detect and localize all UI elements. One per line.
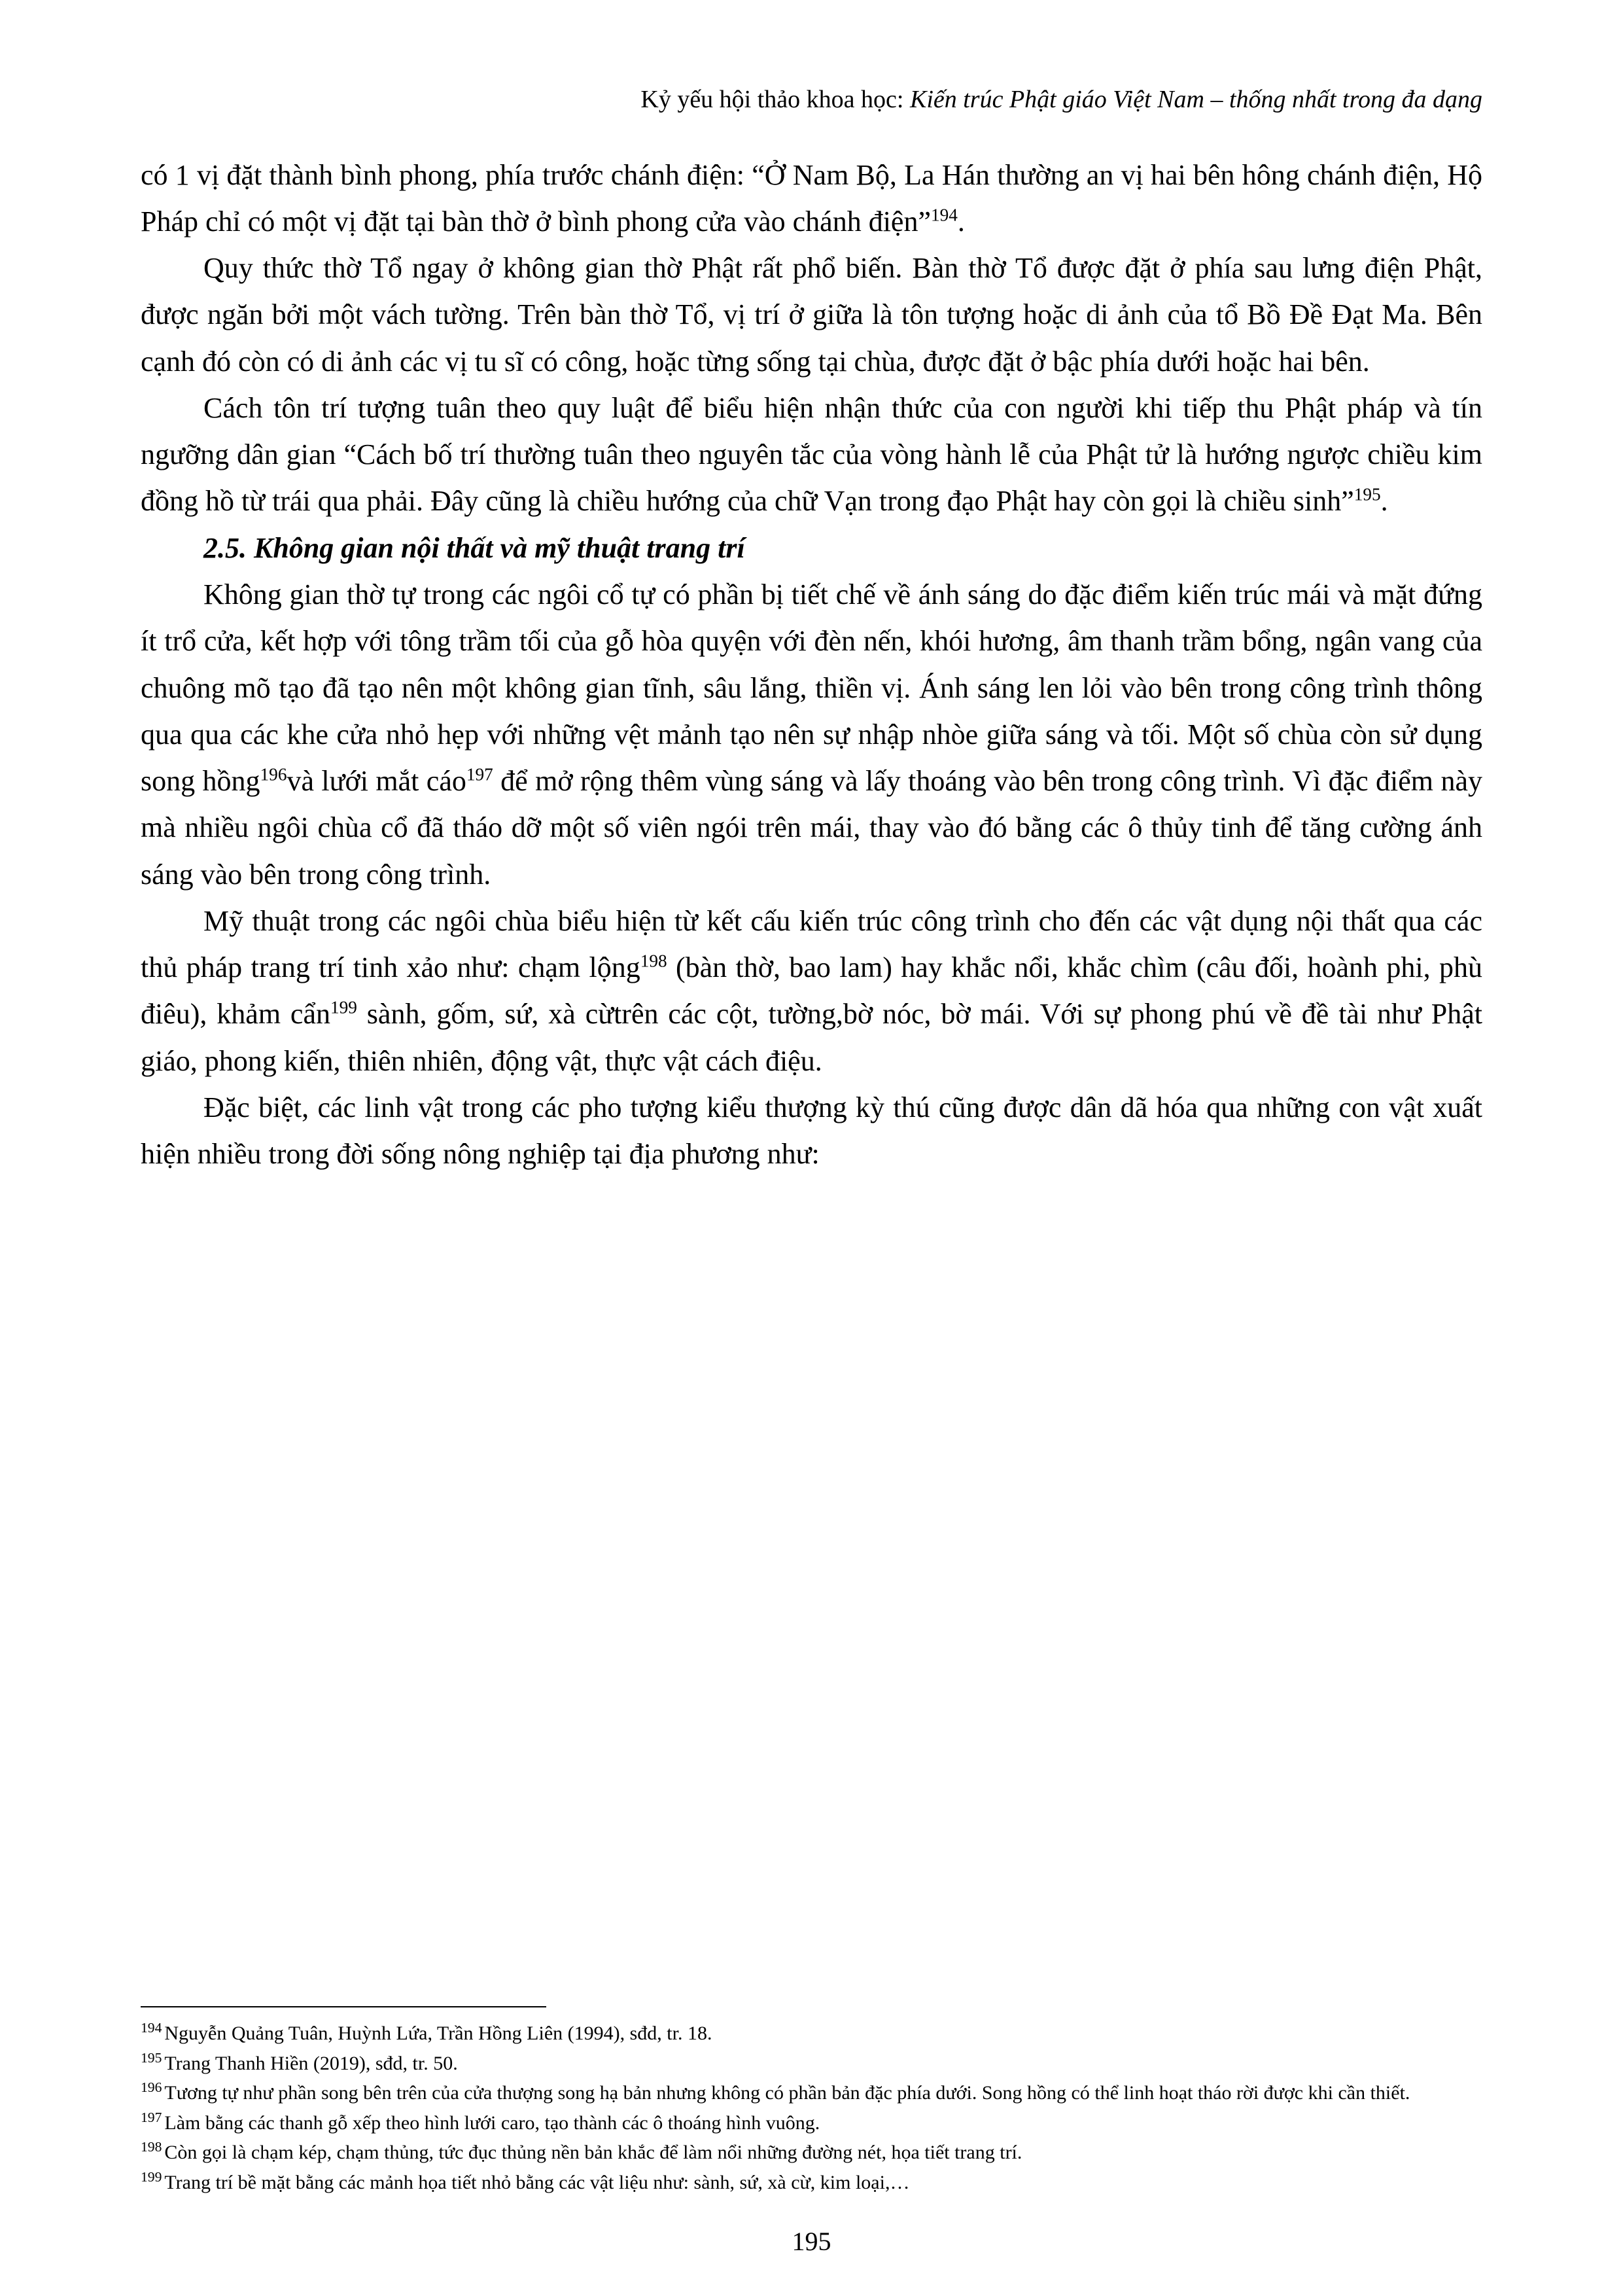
running-head-title: Kiến trúc Phật giáo Việt Nam – thống nhất trong đa dạng xyxy=(909,86,1482,113)
paragraph-5-part-2: (bàn thờ, bao lam) hay khắc nổi, khắc chìm (câu đối, hoành phi, phù điêu), khảm cẩn xyxy=(141,951,1483,1031)
footnote-ref-196[interactable]: 196 xyxy=(260,764,287,785)
paragraph-1 xyxy=(141,152,1482,245)
footnote-number: 196 xyxy=(141,2079,162,2095)
footnote-list xyxy=(141,2019,1482,2197)
footnote-text: Làm bằng các thanh gỗ xếp theo hình lưới caro, tạo thành các ô thoáng hình vuông. xyxy=(164,2111,820,2134)
paragraph-5-part-3: sành, gốm, sứ, xà cừtrên các cột, tường,bờ nóc, bờ mái. Với sự phong phú về đề tài như Phật giáo, phong kiến, thiên nhiên, động vật, thực vật cách điệu. xyxy=(141,998,1483,1077)
footnote-ref-197[interactable]: 197 xyxy=(466,764,493,785)
footnote-ref-199[interactable]: 199 xyxy=(330,997,357,1017)
footnote-text: Còn gọi là chạm kép, chạm thủng, tức đục thủng nền bản khắc để làm nổi những đường nét, họa tiết trang trí. xyxy=(164,2142,1022,2163)
paragraph-4-part-1: Không gian thờ tự trong các ngôi cổ tự có phần bị tiết chế về ánh sáng do đặc điểm kiến trúc mái và mặt đứng ít trổ cửa, kết hợp với tông trầm tối của gỗ hòa quyện với đèn nến, khói hương, âm thanh trầm bổng, ngân vang của chuông mõ tạo đã tạo nên một không gian tĩnh, sâu lắng, thiền vị. Ánh sáng len lỏi vào bên trong công trình thông qua qua các khe cửa nhỏ hẹp với những vệt mảnh tạo nên sự nhập nhòe giữa sáng và tối. Một số chùa còn sử dụng song hồng xyxy=(141,578,1482,798)
footnote-number: 199 xyxy=(141,2168,162,2185)
footnote-ref-198[interactable]: 198 xyxy=(640,951,667,971)
footnote-text: Trang Thanh Hiền (2019), sđd, tr. 50. xyxy=(164,2052,458,2074)
footnote-text: Tương tự như phần song bên trên của cửa thượng song hạ bản nhưng không có phần bản đặc phía dưới. Song hồng có thể linh hoạt tháo rời được khi cần thiết. xyxy=(164,2082,1410,2104)
paragraph-4-part-3: để mở rộng thêm vùng sáng và lấy thoáng vào bên trong công trình. Vì đặc điểm này mà nhiều ngôi chùa cổ đã tháo dỡ một số viên ngói trên mái, thay vào đó bằng các ô thủy tinh để tăng cường ánh sáng vào bên trong công trình. xyxy=(141,765,1482,891)
footnote-text: Trang trí bề mặt bằng các mảnh họa tiết nhỏ bằng các vật liệu như: sành, sứ, xà cừ, kim loại,… xyxy=(164,2171,910,2193)
footnote-number: 198 xyxy=(141,2139,162,2155)
footnote-area xyxy=(141,2006,1482,2198)
paragraph-3 xyxy=(141,385,1482,525)
running-head xyxy=(141,85,1482,115)
footnote-item xyxy=(141,2109,1482,2138)
paragraph-4-part-2: và lưới mắt cáo xyxy=(287,765,466,798)
footnote-ref-195[interactable]: 195 xyxy=(1353,484,1381,504)
footnote-number: 194 xyxy=(141,2020,162,2036)
paragraph-6-part-1: Đặc biệt, các linh vật trong các pho tượng kiểu thượng kỳ thú cũng được dân dã hóa qua những con vật xuất hiện nhiều trong đời sống nông nghiệp tại địa phương như: xyxy=(141,1091,1482,1171)
paragraph-5-part-1: Mỹ thuật trong các ngôi chùa biểu hiện từ kết cấu kiến trúc công trình cho đến các vật dụng nội thất qua các thủ pháp trang trí tinh xảo như: chạm lộng xyxy=(141,904,1482,984)
footnote-ref-194[interactable]: 194 xyxy=(930,205,958,225)
paragraph-1-tail: . xyxy=(957,205,965,238)
paragraph-2 xyxy=(141,245,1482,385)
paragraph-4 xyxy=(141,571,1482,898)
footnote-item xyxy=(141,2049,1482,2078)
footnote-number: 197 xyxy=(141,2109,162,2125)
paragraph-1-text: có 1 vị đặt thành bình phong, phía trước chánh điện: “Ở Nam Bộ, La Hán thường an vị hai bên hông chánh điện, Hộ Pháp chỉ có một vị đặt tại bàn thờ ở bình phong cửa vào chánh điện” xyxy=(141,158,1482,238)
footnote-item xyxy=(141,2168,1482,2197)
footnote-number: 195 xyxy=(141,2049,162,2066)
paragraph-3-text: Cách tôn trí tượng tuân theo quy luật để biểu hiện nhận thức của con người khi tiếp thu Phật pháp và tín ngưỡng dân gian “Cách bố trí thường tuân theo nguyên tắc của vòng hành lễ của Phật tử là hướng ngược chiều kim đồng hồ từ trái qua phải. Đây cũng là chiều hướng của chữ Vạn trong đạo Phật hay còn gọi là chiều sinh” xyxy=(141,391,1482,518)
footnote-separator-rule xyxy=(141,2006,546,2007)
page-number: 195 xyxy=(792,2227,831,2256)
paragraph-5 xyxy=(141,898,1482,1084)
paragraph-3-tail: . xyxy=(1380,485,1388,518)
footnote-text: Nguyễn Quảng Tuân, Huỳnh Lứa, Trần Hồng Liên (1994), sđd, tr. 18. xyxy=(164,2022,712,2044)
section-heading: 2.5. Không gian nội thất và mỹ thuật trang trí xyxy=(203,531,745,564)
running-head-prefix: Kỷ yếu hội thảo khoa học: xyxy=(640,86,910,113)
paragraph-2-text: Quy thức thờ Tổ ngay ở không gian thờ Phật rất phổ biến. Bàn thờ Tổ được đặt ở phía sau lưng điện Phật, được ngăn bởi một vách tường. Trên bàn thờ Tổ, vị trí ở giữa là tôn tượng hoặc di ảnh của tổ Bồ Đề Đạt Ma. Bên cạnh đó còn có di ảnh các vị tu sĩ có công, hoặc từng sống tại chùa, được đặt ở bậc phía dưới hoặc hai bên. xyxy=(141,252,1482,378)
paragraph-6 xyxy=(141,1084,1482,1178)
footnote-item xyxy=(141,2138,1482,2167)
footnote-item xyxy=(141,2079,1482,2108)
body-text xyxy=(141,152,1482,1178)
footnote-item xyxy=(141,2019,1482,2048)
